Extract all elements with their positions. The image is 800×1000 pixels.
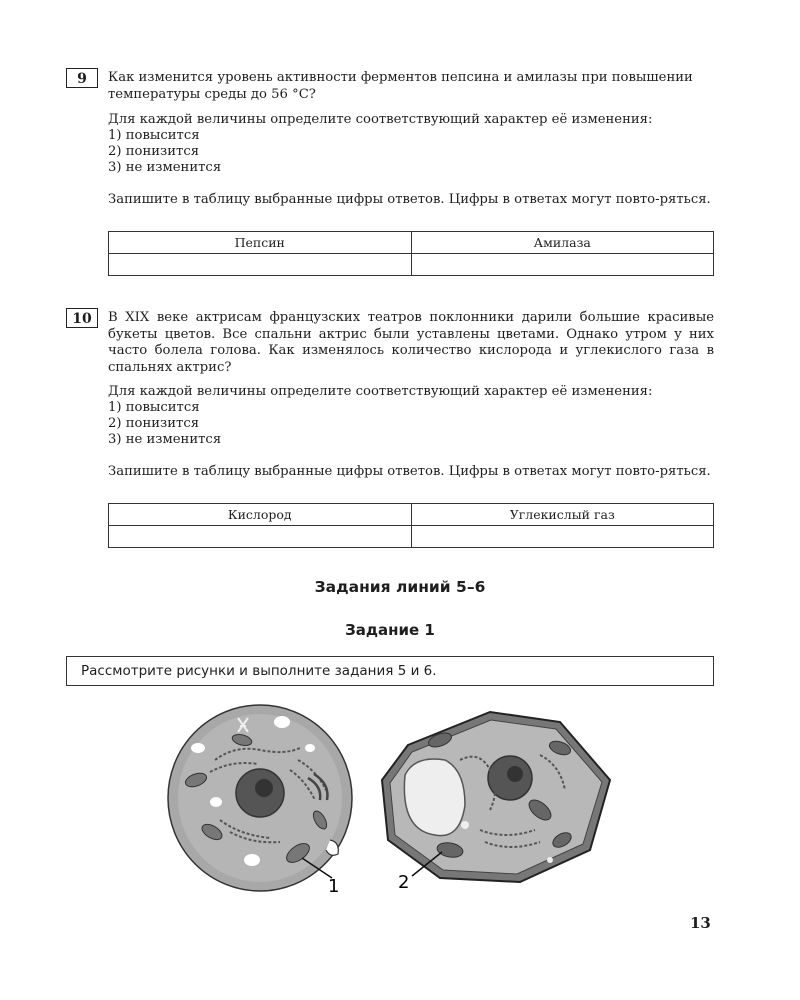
q9-option-1: 1) повысится: [108, 128, 200, 143]
task-title: Задание 1: [345, 621, 435, 639]
figure-label-1: 1: [328, 876, 340, 897]
q10-option-1: 1) повысится: [108, 400, 200, 415]
q9-answer-cell-amylase[interactable]: [411, 254, 714, 276]
q10-header-oxygen: Кислород: [109, 504, 412, 526]
task-instruction-box: Рассмотрите рисунки и выполните задания 5 и 6.: [66, 656, 714, 686]
q9-answer-cell-pepsin[interactable]: [109, 254, 412, 276]
question-number-9: 9: [66, 68, 98, 88]
q9-header-pepsin: Пепсин: [109, 232, 412, 254]
q9-instruction: Для каждой величины определите соответствующий характер её изменения:: [108, 112, 653, 127]
q9-option-2: 2) понизится: [108, 144, 200, 159]
page-number: 13: [690, 914, 711, 932]
q9-answer-table: [108, 231, 714, 276]
q9-text-line2: температуры среды до 56 °С?: [108, 87, 316, 102]
q10-instruction: Для каждой величины определите соответствующий характер её изменения:: [108, 384, 653, 399]
q9-option-3: 3) не изменится: [108, 160, 222, 175]
plant-cell: [382, 712, 610, 882]
animal-cell: [168, 705, 352, 891]
q10-option-2: 2) понизится: [108, 416, 200, 431]
q10-answer-table: [108, 503, 714, 548]
q10-header-co2: Углекислый газ: [411, 504, 714, 526]
cells-figure: [160, 700, 720, 900]
q10-note: Запишите в таблицу выбранные цифры ответов. Цифры в ответах могут повто-ряться.: [108, 464, 711, 479]
q9-header-amylase: Амилаза: [411, 232, 714, 254]
q9-note: Запишите в таблицу выбранные цифры ответов. Цифры в ответах могут повто-ряться.: [108, 192, 711, 207]
section-title: Задания линий 5–6: [314, 578, 486, 596]
q10-option-3: 3) не изменится: [108, 432, 222, 447]
q10-answer-cell-oxygen[interactable]: [109, 526, 412, 548]
q10-answer-cell-co2[interactable]: [411, 526, 714, 548]
figure-label-2: 2: [398, 872, 410, 893]
question-number-10: 10: [66, 308, 98, 328]
q9-text-line1: Как изменится уровень активности ферментов пепсина и амилазы при повышении: [108, 70, 693, 85]
q10-text: В XIX веке актрисам французских театров поклонники дарили большие красивые букеты цветов. Все спальни актрис были уставлены цветами. Однако утром у них часто болела голова. Как изменялось количество кислорода и углекислого газа в спальнях актрис?: [108, 310, 714, 375]
